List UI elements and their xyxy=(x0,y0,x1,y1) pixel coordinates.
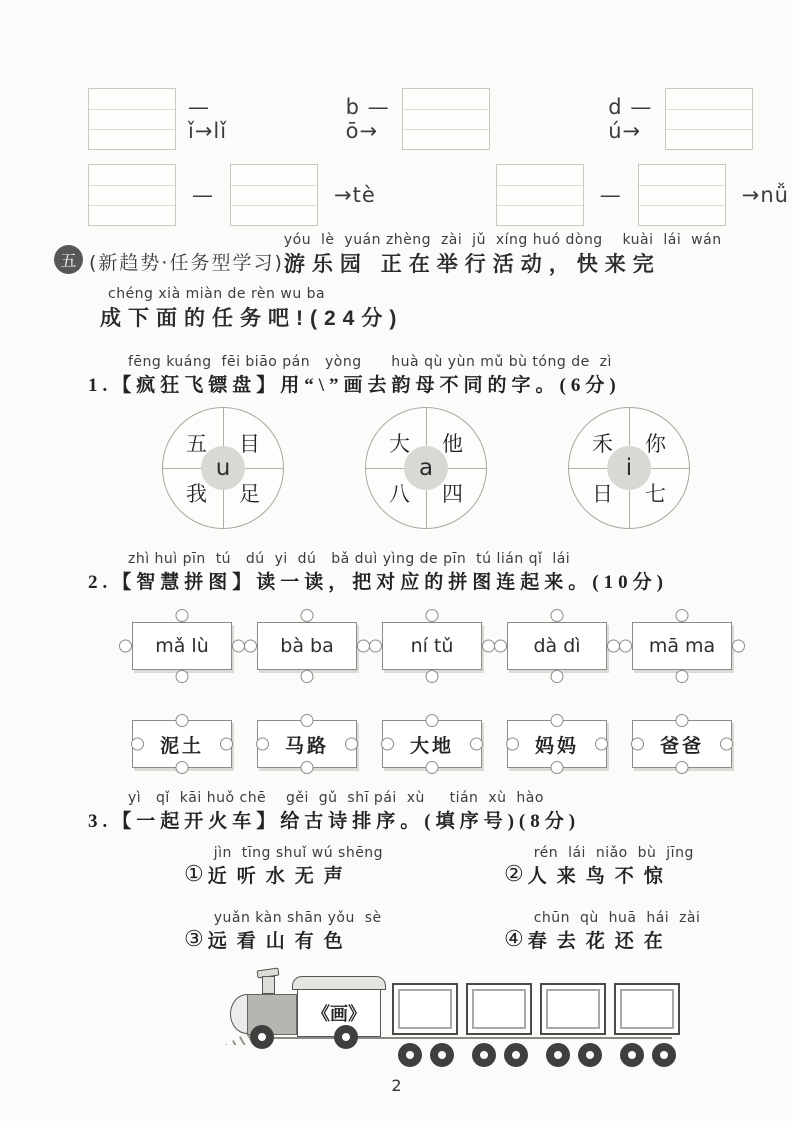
poem-line-4 xyxy=(504,910,784,953)
puzzle-piece-label: 大地 xyxy=(409,735,454,757)
dash-label: — xyxy=(192,183,214,207)
train-car[interactable] xyxy=(540,983,606,1035)
puzzle-row-pinyin xyxy=(132,622,732,670)
train-car[interactable] xyxy=(466,983,532,1035)
section-line2-pinyin: chéng xià miàn de rèn wu ba xyxy=(108,286,326,302)
poem-pinyin: chūn qù huā hái zài xyxy=(533,910,701,926)
pinyin-writing-box[interactable] xyxy=(88,164,176,226)
poem-lines xyxy=(184,845,753,953)
train-car[interactable] xyxy=(392,983,458,1035)
dartboard-character[interactable]: 我 xyxy=(186,482,207,506)
dartboard-character[interactable]: 足 xyxy=(239,482,260,506)
puzzle-piece[interactable] xyxy=(132,622,232,670)
train-car-answer-box[interactable] xyxy=(620,989,674,1029)
dartboard-character[interactable]: 禾 xyxy=(592,432,613,456)
pinyin-exercise-label: →nǚ xyxy=(741,183,789,207)
dartboard-character[interactable]: 五 xyxy=(186,432,207,456)
task1-heading xyxy=(88,354,753,397)
dartboard-character[interactable]: 日 xyxy=(592,482,613,506)
task2-pinyin: zhì huì pīn tú dú yi dú bǎ duì yìng de pīn tú lián qǐ lái xyxy=(128,551,571,567)
wheel-icon xyxy=(398,1043,422,1067)
dartboard-center-vowel: i xyxy=(607,446,651,490)
puzzle-piece[interactable] xyxy=(632,720,732,768)
pinyin-writing-box[interactable] xyxy=(665,88,753,150)
task2-heading xyxy=(88,551,753,594)
pinyin-writing-box[interactable] xyxy=(496,164,584,226)
poem-pinyin: yuǎn kàn shān yǒu sè xyxy=(213,910,382,926)
engine-title-label: 《画》 xyxy=(312,1004,366,1024)
dartboard-character[interactable]: 你 xyxy=(645,432,666,456)
dartboard-u xyxy=(162,407,284,529)
task3-text: 3.【一起开火车】给古诗排序。(填序号)(8分) xyxy=(88,811,581,832)
poem-text: 远看山有色 xyxy=(207,931,353,952)
wheel-icon xyxy=(620,1043,644,1067)
wheel-icon xyxy=(504,1043,528,1067)
puzzle-row-hanzi xyxy=(132,720,732,768)
poem-pinyin: rén lái niǎo bù jīng xyxy=(533,845,694,861)
task3-heading xyxy=(88,790,753,833)
train-car[interactable] xyxy=(614,983,680,1035)
puzzle-piece-label: mā ma xyxy=(648,635,716,657)
puzzle-piece-label: 马路 xyxy=(284,735,329,757)
pinyin-exercise-label: — ǐ→lǐ xyxy=(188,95,228,143)
dartboard-character[interactable]: 他 xyxy=(442,432,463,456)
poem-line-3 xyxy=(184,910,464,953)
section-line2 xyxy=(100,286,753,332)
puzzle-piece-label: 妈妈 xyxy=(534,735,579,757)
pinyin-exercise-label: →tè xyxy=(334,183,376,207)
wheel-icon xyxy=(546,1043,570,1067)
dartboard-character[interactable]: 大 xyxy=(389,432,410,456)
dartboard-i xyxy=(568,407,690,529)
puzzle-piece[interactable] xyxy=(382,720,482,768)
pinyin-writing-box[interactable] xyxy=(230,164,318,226)
puzzle-piece[interactable] xyxy=(382,622,482,670)
puzzle-piece-label: bà ba xyxy=(280,635,334,657)
wheel-icon xyxy=(250,1025,274,1049)
pinyin-writing-box[interactable] xyxy=(638,164,726,226)
poem-text: 春去花还在 xyxy=(527,931,673,952)
wheel-icon xyxy=(578,1043,602,1067)
poem-number: ③ xyxy=(184,926,204,951)
puzzle-piece[interactable] xyxy=(507,622,607,670)
poem-number: ① xyxy=(184,861,204,886)
puzzle-piece[interactable] xyxy=(632,622,732,670)
pinyin-exercise-row-1 xyxy=(88,88,753,150)
poem-number: ② xyxy=(504,861,524,886)
poem-text: 近听水无声 xyxy=(207,866,353,887)
task2-text: 2.【智慧拼图】读一读，把对应的拼图连起来。(10分) xyxy=(88,572,668,593)
section-line1-text: 游乐园 正在举行活动，快来完 xyxy=(283,253,661,276)
smokestack-icon xyxy=(262,976,275,994)
puzzle-piece[interactable] xyxy=(257,720,357,768)
puzzle-piece[interactable] xyxy=(507,720,607,768)
puzzle-piece-label: 泥土 xyxy=(159,735,204,757)
section-line2-text: 成下面的任务吧!(24分) xyxy=(100,307,404,330)
puzzle-piece-label: mǎ lù xyxy=(155,635,209,657)
train-car-answer-box[interactable] xyxy=(472,989,526,1029)
section-tag-label: (新趋势·任务型学习) xyxy=(89,252,284,274)
train-engine xyxy=(230,967,382,1059)
poem-text: 人来鸟不惊 xyxy=(527,866,673,887)
dartboards xyxy=(162,407,753,529)
task1-text: 1.【疯狂飞镖盘】用“\”画去韵母不同的字。(6分) xyxy=(88,375,621,396)
puzzle-piece[interactable] xyxy=(257,622,357,670)
dartboard-character[interactable]: 七 xyxy=(645,482,666,506)
wheel-icon xyxy=(472,1043,496,1067)
wheel-icon xyxy=(652,1043,676,1067)
pinyin-writing-box[interactable] xyxy=(402,88,490,150)
train-car-answer-box[interactable] xyxy=(546,989,600,1029)
wheel-icon xyxy=(334,1025,358,1049)
pinyin-exercise-label: b — ō→ xyxy=(345,95,390,143)
dartboard-character[interactable]: 目 xyxy=(239,432,260,456)
page-number: 2 xyxy=(391,1076,402,1095)
puzzle-piece[interactable] xyxy=(132,720,232,768)
section-heading xyxy=(54,232,753,278)
dartboard-center-vowel: a xyxy=(404,446,448,490)
dash-label: — xyxy=(599,183,622,207)
pinyin-writing-box[interactable] xyxy=(88,88,176,150)
poem-line-1 xyxy=(184,845,464,888)
poem-pinyin: jìn tīng shuǐ wú shēng xyxy=(213,845,384,861)
pinyin-exercise-row-2 xyxy=(88,164,789,226)
poem-number: ④ xyxy=(504,926,524,951)
puzzle-piece-label: dà dì xyxy=(533,635,581,657)
engine-cab-roof xyxy=(292,976,386,990)
section-line1-pinyin: yóu lè yuán zhèng zài jǔ xíng huó dòng kuài lái wán xyxy=(283,232,722,248)
train-illustration xyxy=(230,967,680,1059)
dartboard-a xyxy=(365,407,487,529)
pinyin-exercise-label: d — ú→ xyxy=(608,95,653,143)
dartboard-character[interactable]: 八 xyxy=(389,482,410,506)
task3-pinyin: yì qǐ kāi huǒ chē gěi gǔ shī pái xù tián xù hào xyxy=(128,790,544,806)
dartboard-character[interactable]: 四 xyxy=(442,482,463,506)
wheel-icon xyxy=(430,1043,454,1067)
train-car-answer-box[interactable] xyxy=(398,989,452,1029)
dartboard-center-vowel: u xyxy=(201,446,245,490)
poem-line-2 xyxy=(504,845,784,888)
task1-pinyin: fēng kuáng fēi biāo pán yòng huà qù yùn mǔ bù tóng de zì xyxy=(128,354,612,370)
puzzle-piece-label: 爸爸 xyxy=(659,735,704,757)
section-number-badge: 五 xyxy=(54,245,83,274)
puzzle-piece-label: ní tǔ xyxy=(410,635,454,657)
